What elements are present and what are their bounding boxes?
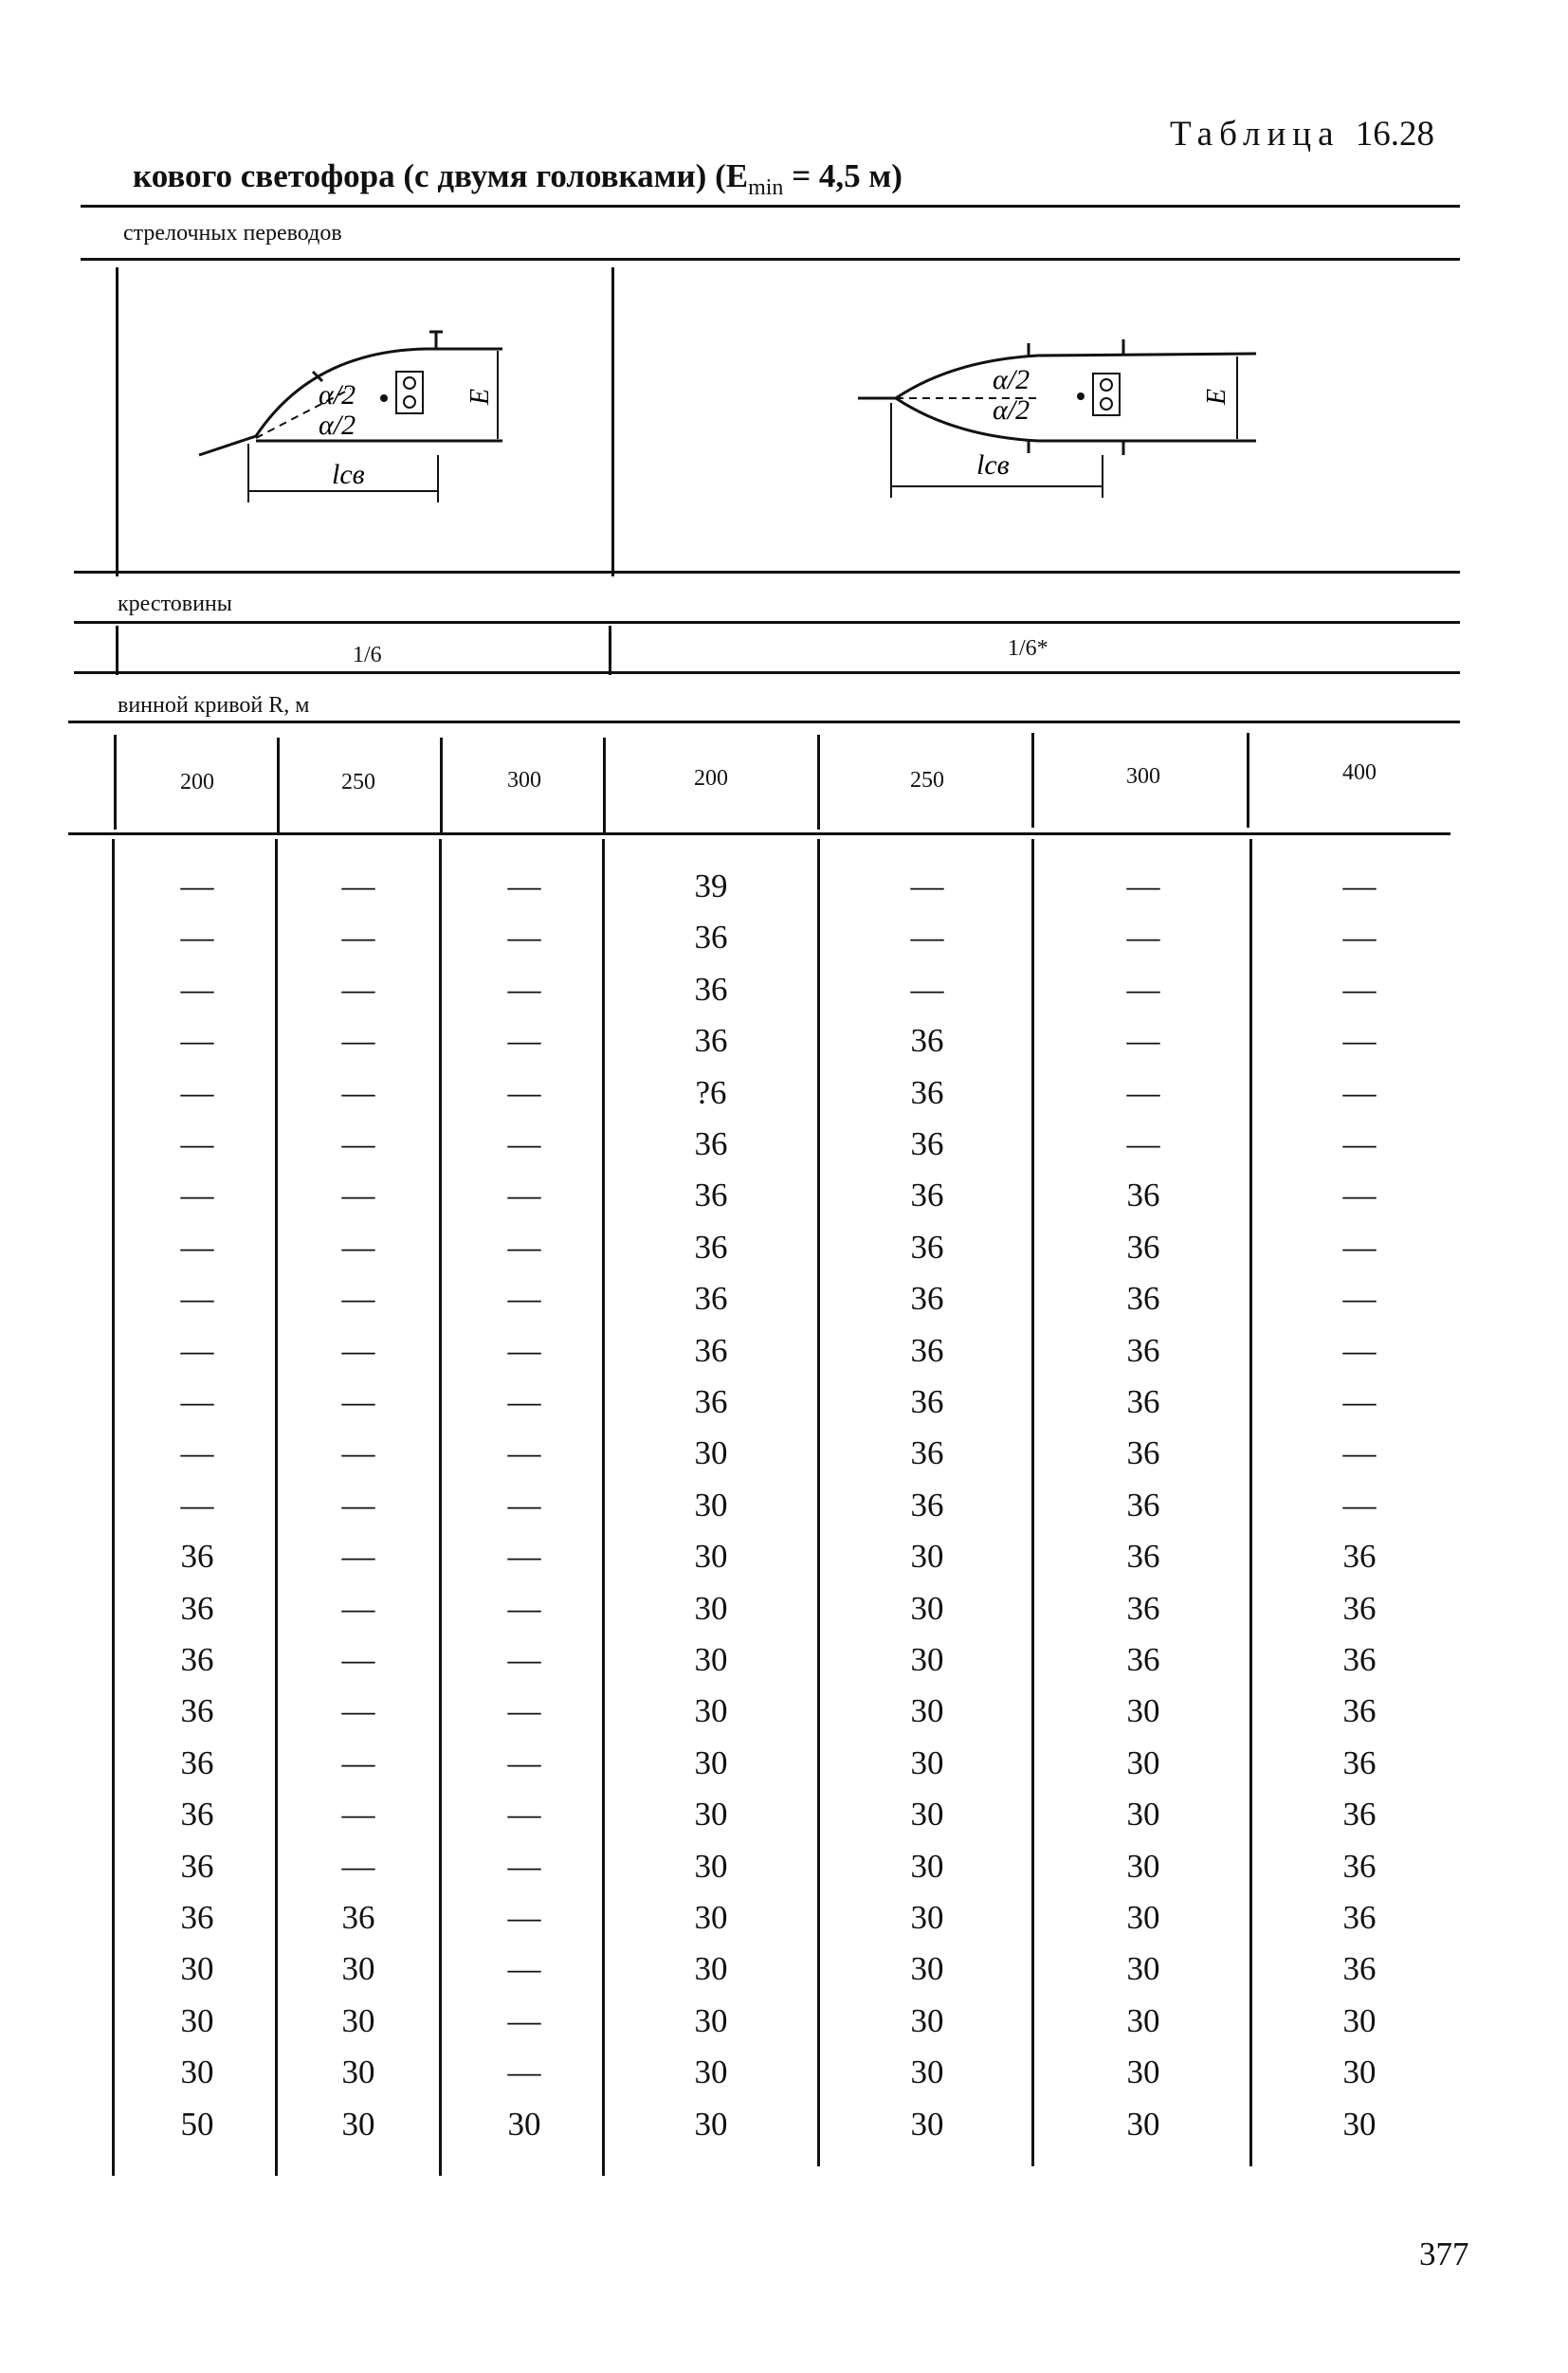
table-cell: — — [507, 1847, 541, 1885]
table-cell: 50 — [180, 2105, 214, 2143]
table-cell: — — [1126, 867, 1160, 904]
divider — [1247, 733, 1249, 828]
table-cell: — — [180, 1331, 214, 1369]
table-cell: — — [180, 1486, 214, 1524]
table-cell: 36 — [1126, 1538, 1160, 1576]
table-cell: 30 — [341, 1950, 375, 1988]
radius-header: 200 — [180, 770, 214, 794]
heading-text: кового светофора (с двумя головками) (E — [133, 157, 749, 194]
table-cell: 36 — [1342, 1641, 1377, 1678]
table-cell: — — [507, 1589, 541, 1627]
table-cell: 30 — [694, 1486, 728, 1524]
table-cell: 30 — [910, 1589, 944, 1627]
table-cell: 36 — [694, 1125, 728, 1162]
table-cell: 30 — [694, 1950, 728, 1988]
table-cell: — — [341, 1486, 375, 1524]
table-cell: — — [341, 1228, 375, 1266]
table-cell: 30 — [1126, 2001, 1160, 2039]
table-cell: — — [507, 1383, 541, 1420]
table-cell: — — [507, 919, 541, 957]
divider — [817, 735, 820, 830]
table-cell: — — [507, 1331, 541, 1369]
table-cell: — — [507, 1434, 541, 1472]
table-cell: 30 — [910, 1899, 944, 1936]
table-word: Таблица — [1170, 115, 1340, 154]
table-cell: 30 — [1126, 1950, 1160, 1988]
table-cell: 36 — [910, 1331, 944, 1369]
table-cell: 36 — [1342, 1589, 1377, 1627]
divider — [440, 738, 443, 832]
table-cell: — — [180, 1280, 214, 1318]
divider — [439, 839, 442, 2176]
table-cell: 36 — [1126, 1280, 1160, 1318]
rule — [68, 832, 1450, 835]
table-cell: 36 — [910, 1022, 944, 1060]
table-cell: — — [1342, 1125, 1377, 1162]
table-cell: 30 — [341, 2054, 375, 2091]
table-cell: — — [507, 1177, 541, 1214]
rule — [74, 671, 1460, 674]
heading-rest: = 4,5 м) — [792, 157, 903, 194]
table-cell: — — [507, 1743, 541, 1781]
crossing-group-1: 1/6 — [353, 643, 382, 667]
table-cell: — — [1342, 1228, 1377, 1266]
table-cell: ?6 — [695, 1073, 727, 1111]
table-cell: 30 — [910, 2105, 944, 2143]
radius-header: 250 — [910, 768, 944, 793]
table-cell: — — [507, 1022, 541, 1060]
table-cell: — — [180, 970, 214, 1008]
table-cell: 30 — [341, 2001, 375, 2039]
divider — [602, 839, 605, 2176]
table-cell: 30 — [694, 1847, 728, 1885]
table-cell: — — [507, 2001, 541, 2039]
table-cell: — — [341, 919, 375, 957]
table-cell: — — [507, 1796, 541, 1834]
table-cell: 36 — [910, 1228, 944, 1266]
rule — [74, 571, 1460, 574]
radius-header: 200 — [694, 766, 728, 791]
table-cell: — — [1126, 1022, 1160, 1060]
table-cell: 36 — [1342, 1899, 1377, 1936]
table-cell: — — [507, 1280, 541, 1318]
table-cell: 30 — [910, 1950, 944, 1988]
table-cell: 30 — [694, 2001, 728, 2039]
table-cell: — — [507, 1641, 541, 1678]
table-cell: 36 — [180, 1899, 214, 1936]
table-cell: — — [341, 1125, 375, 1162]
table-cell: — — [507, 867, 541, 904]
rule — [68, 721, 1460, 723]
table-cell: 30 — [1126, 1692, 1160, 1730]
rule — [81, 205, 1460, 208]
table-cell: 36 — [180, 1589, 214, 1627]
half-angle-label: α/2 — [993, 364, 1030, 395]
table-cell: — — [1126, 970, 1160, 1008]
radius-header: 300 — [1126, 764, 1160, 789]
table-cell: 36 — [341, 1899, 375, 1936]
table-cell: 36 — [694, 970, 728, 1008]
table-cell: — — [341, 1434, 375, 1472]
table-cell: — — [341, 1538, 375, 1576]
heading-subscript: min — [748, 175, 784, 200]
table-cell: 30 — [910, 2001, 944, 2039]
table-cell: 30 — [1126, 2054, 1160, 2091]
table-cell: — — [1342, 1280, 1377, 1318]
table-cell: — — [507, 1228, 541, 1266]
table-cell: 30 — [180, 2054, 214, 2091]
table-cell: 36 — [1342, 1847, 1377, 1885]
divider — [1031, 839, 1034, 2166]
table-cell: 30 — [694, 1589, 728, 1627]
table-cell: — — [910, 970, 944, 1008]
table-cell: 30 — [910, 1692, 944, 1730]
table-cell: 36 — [694, 1177, 728, 1214]
table-cell: 36 — [1126, 1228, 1160, 1266]
divider — [603, 738, 606, 832]
gap-label: E — [1202, 388, 1231, 405]
table-cell: — — [1342, 1022, 1377, 1060]
table-cell: — — [507, 2054, 541, 2091]
table-cell: 30 — [507, 2105, 541, 2143]
table-cell: 36 — [1126, 1331, 1160, 1369]
crossing-caption: крестовины — [118, 592, 232, 616]
table-cell: 36 — [1126, 1383, 1160, 1420]
table-cell: — — [1126, 1073, 1160, 1111]
length-label: lсв — [976, 449, 1010, 481]
table-cell: — — [507, 1899, 541, 1936]
divider — [116, 626, 119, 675]
table-cell: — — [341, 1177, 375, 1214]
table-cell: — — [341, 1796, 375, 1834]
table-cell: — — [1342, 919, 1377, 957]
table-cell: — — [341, 1073, 375, 1111]
table-cell: 30 — [1126, 1743, 1160, 1781]
table-cell: — — [180, 919, 214, 957]
table-cell: 30 — [1342, 2105, 1377, 2143]
table-cell: — — [910, 919, 944, 957]
table-cell: 36 — [694, 1228, 728, 1266]
table-cell: 36 — [910, 1434, 944, 1472]
table-cell: — — [180, 1434, 214, 1472]
table-number — [1170, 114, 1434, 155]
table-cell: 36 — [180, 1692, 214, 1730]
table-cell: 30 — [910, 1796, 944, 1834]
table-cell: — — [180, 1125, 214, 1162]
table-cell: 36 — [180, 1796, 214, 1834]
page-number: 377 — [1419, 2236, 1469, 2273]
table-cell: — — [341, 1692, 375, 1730]
table-cell: — — [341, 1847, 375, 1885]
table-heading — [133, 157, 903, 201]
table-cell: 36 — [180, 1538, 214, 1576]
table-cell: 30 — [1342, 2001, 1377, 2039]
table-cell: 30 — [341, 2105, 375, 2143]
table-cell: — — [341, 1641, 375, 1678]
table-cell: 30 — [694, 1538, 728, 1576]
table-cell: 30 — [1126, 1796, 1160, 1834]
table-cell: — — [1342, 1073, 1377, 1111]
table-cell: — — [507, 1538, 541, 1576]
table-cell: — — [341, 1383, 375, 1420]
table-cell: — — [1342, 970, 1377, 1008]
table-number-value: 16.28 — [1355, 115, 1434, 154]
table-cell: 36 — [910, 1383, 944, 1420]
table-cell: 36 — [180, 1641, 214, 1678]
switch-diagram-left — [190, 313, 531, 521]
table-cell: — — [341, 1331, 375, 1369]
radius-caption: винной кривой R, м — [118, 693, 310, 718]
divider — [817, 839, 820, 2166]
table-cell: — — [341, 867, 375, 904]
divider — [277, 738, 280, 832]
divider — [114, 735, 117, 830]
table-cell: — — [910, 867, 944, 904]
table-cell: 36 — [1342, 1692, 1377, 1730]
table-cell: 30 — [910, 1641, 944, 1678]
table-cell: — — [341, 1022, 375, 1060]
table-cell: 30 — [694, 1796, 728, 1834]
table-cell: 36 — [910, 1177, 944, 1214]
table-cell: 36 — [1126, 1434, 1160, 1472]
table-cell: — — [341, 1589, 375, 1627]
table-cell: 36 — [694, 1022, 728, 1060]
table-cell: 36 — [1126, 1177, 1160, 1214]
table-cell: — — [180, 1022, 214, 1060]
table-cell: 36 — [910, 1125, 944, 1162]
table-cell: 30 — [694, 1434, 728, 1472]
table-cell: 30 — [910, 1538, 944, 1576]
table-cell: 30 — [910, 1847, 944, 1885]
table-cell: 30 — [1126, 1847, 1160, 1885]
table-cell: — — [1342, 1486, 1377, 1524]
table-cell: — — [1126, 919, 1160, 957]
crossing-group-2: 1/6* — [1008, 636, 1048, 661]
table-cell: — — [507, 1950, 541, 1988]
divider — [609, 626, 611, 675]
table-cell: 36 — [694, 1383, 728, 1420]
table-cell: 36 — [1126, 1486, 1160, 1524]
table-cell: — — [507, 1073, 541, 1111]
table-cell: 30 — [180, 1950, 214, 1988]
table-cell: 30 — [1126, 2105, 1160, 2143]
table-cell: 36 — [910, 1073, 944, 1111]
table-cell: 36 — [694, 919, 728, 957]
table-cell: — — [341, 970, 375, 1008]
table-cell: — — [180, 1383, 214, 1420]
table-cell: — — [180, 867, 214, 904]
table-cell: — — [1342, 867, 1377, 904]
table-cell: — — [1342, 1177, 1377, 1214]
table-cell: 36 — [910, 1486, 944, 1524]
divider — [275, 839, 278, 2176]
table-cell: 30 — [910, 1743, 944, 1781]
table-cell: — — [1342, 1331, 1377, 1369]
table-cell: 36 — [694, 1280, 728, 1318]
table-cell: 36 — [1126, 1641, 1160, 1678]
table-cell: 36 — [1126, 1589, 1160, 1627]
divider — [1249, 839, 1252, 2166]
divider — [112, 839, 115, 2176]
table-cell: 39 — [694, 867, 728, 904]
half-angle-label: α/2 — [993, 394, 1030, 426]
table-cell: 30 — [180, 2001, 214, 2039]
table-cell: 30 — [694, 1899, 728, 1936]
table-cell: — — [507, 1125, 541, 1162]
table-cell: 36 — [910, 1280, 944, 1318]
table-cell: 36 — [694, 1331, 728, 1369]
table-cell: — — [180, 1073, 214, 1111]
rule — [81, 258, 1460, 261]
half-angle-label: α/2 — [319, 410, 356, 441]
table-cell: — — [507, 970, 541, 1008]
table-cell: 36 — [1342, 1743, 1377, 1781]
radius-header: 400 — [1342, 760, 1377, 785]
gap-label: E — [465, 388, 495, 405]
half-angle-label: α/2 — [319, 379, 356, 411]
table-cell: 36 — [180, 1743, 214, 1781]
table-cell: — — [507, 1486, 541, 1524]
table-cell: — — [1342, 1383, 1377, 1420]
table-cell: 30 — [694, 2105, 728, 2143]
radius-header: 300 — [507, 768, 541, 793]
table-cell: 36 — [1342, 1538, 1377, 1576]
divider — [611, 267, 614, 576]
table-cell: — — [1126, 1125, 1160, 1162]
table-cell: — — [1342, 1434, 1377, 1472]
table-cell: 30 — [694, 2054, 728, 2091]
table-cell: 36 — [1342, 1950, 1377, 1988]
table-cell: — — [180, 1177, 214, 1214]
table-cell: 30 — [694, 1743, 728, 1781]
divider — [116, 267, 119, 576]
table-cell: — — [341, 1280, 375, 1318]
table-cell: 36 — [180, 1847, 214, 1885]
switches-caption: стрелочных переводов — [123, 221, 342, 246]
table-cell: — — [507, 1692, 541, 1730]
table-cell: 30 — [694, 1692, 728, 1730]
table-cell: 30 — [910, 2054, 944, 2091]
table-cell: 36 — [1342, 1796, 1377, 1834]
table-cell: 30 — [1342, 2054, 1377, 2091]
divider — [1031, 733, 1034, 828]
length-label: lсв — [332, 459, 365, 490]
switch-diagram-right — [848, 313, 1275, 521]
radius-header: 250 — [341, 770, 375, 794]
table-cell: — — [180, 1228, 214, 1266]
rule — [74, 621, 1460, 624]
table-cell: — — [341, 1743, 375, 1781]
table-cell: 30 — [694, 1641, 728, 1678]
table-cell: 30 — [1126, 1899, 1160, 1936]
